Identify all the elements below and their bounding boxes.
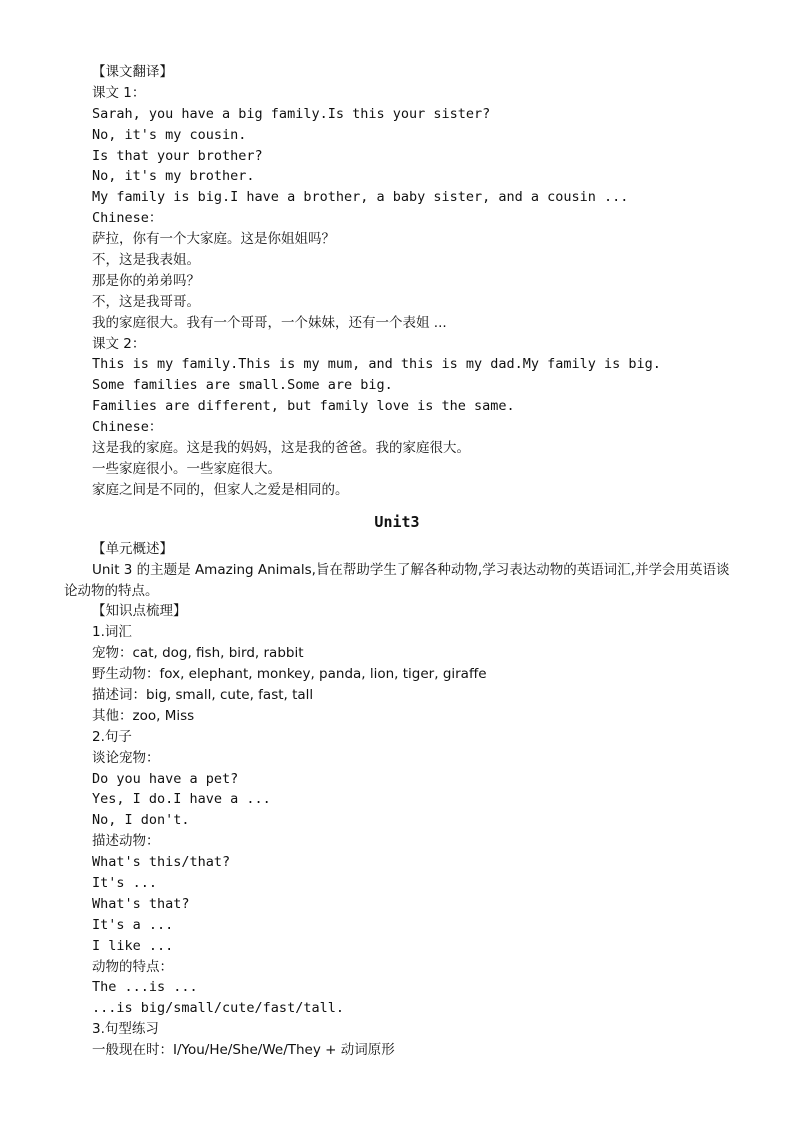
vocab-item: 描述词：big, small, cute, fast, tall bbox=[92, 686, 314, 703]
text1-chinese-line: 我的家庭很大。我有一个哥哥，一个妹妹，还有一个表姐 ... bbox=[92, 314, 447, 331]
unit-title: Unit3 bbox=[374, 512, 420, 531]
sentence-line: 动物的特点： bbox=[92, 958, 173, 975]
chinese-label: Chinese： bbox=[92, 210, 163, 227]
text1-line: No, it's my cousin. bbox=[92, 126, 247, 143]
vocab-heading: 1.词汇 bbox=[92, 624, 132, 641]
text1-label: 课文 1： bbox=[92, 84, 146, 101]
vocab-item: 野生动物：fox, elephant, monkey, panda, lion, tiger, giraffe bbox=[92, 666, 487, 683]
text1-line: No, it's my brother. bbox=[92, 168, 255, 185]
sentence-line: ...is big/small/cute/fast/tall. bbox=[92, 1000, 344, 1017]
sentence-line: 描述动物： bbox=[92, 833, 160, 850]
section-heading-translation: 【课文翻译】 bbox=[92, 64, 173, 80]
section-heading-knowledge: 【知识点梳理】 bbox=[92, 603, 187, 620]
text1-chinese-line: 萨拉，你有一个大家庭。这是你姐姐吗？ bbox=[92, 231, 335, 248]
sentence-line: What's that? bbox=[92, 895, 190, 912]
sentence-line: No, I don't. bbox=[92, 812, 190, 829]
text1-chinese-line: 不，这是我表姐。 bbox=[92, 252, 200, 269]
text2-chinese-line: 家庭之间是不同的，但家人之爱是相同的。 bbox=[92, 481, 349, 498]
sentence-line: It's a ... bbox=[92, 916, 174, 933]
sentence-line: I like ... bbox=[92, 937, 174, 954]
sentence-line: Yes, I do.I have a ... bbox=[92, 791, 271, 808]
practice-line: 一般现在时：I/You/He/She/We/They + 动词原形 bbox=[92, 1042, 395, 1059]
sentence-heading: 2.句子 bbox=[92, 728, 132, 745]
text2-line: Families are different, but family love is the same. bbox=[92, 398, 515, 415]
text1-chinese-line: 那是你的弟弟吗？ bbox=[92, 272, 200, 289]
sentence-line: What's this/that? bbox=[92, 854, 231, 871]
text2-line: Some families are small.Some are big. bbox=[92, 377, 393, 394]
sentence-line: Do you have a pet? bbox=[92, 770, 239, 787]
text2-line: This is my family.This is my mum, and this is my dad.My family is big. bbox=[92, 356, 661, 373]
section-heading-overview: 【单元概述】 bbox=[92, 540, 173, 557]
text2-chinese-line: 这是我的家庭。这是我的妈妈，这是我的爸爸。我的家庭很大。 bbox=[92, 440, 470, 457]
text1-line: Sarah, you have a big family.Is this your sister? bbox=[92, 105, 491, 122]
chinese-label: Chinese： bbox=[92, 419, 163, 436]
text1-line: My family is big.I have a brother, a baby sister, and a cousin ... bbox=[92, 189, 629, 206]
text2-label: 课文 2： bbox=[92, 335, 146, 352]
sentence-line: 谈论宠物： bbox=[92, 749, 160, 766]
text2-chinese-line: 一些家庭很小。一些家庭很大。 bbox=[92, 460, 281, 477]
practice-heading: 3.句型练习 bbox=[92, 1021, 159, 1038]
sentence-line: The ...is ... bbox=[92, 979, 198, 996]
vocab-item: 宠物：cat, dog, fish, bird, rabbit bbox=[92, 645, 304, 662]
overview-paragraph: Unit 3 的主题是 Amazing Animals,旨在帮助学生了解各种动物,学习表达动物的英语词汇,并学会用英语谈论动物的特点。 bbox=[64, 561, 730, 599]
sentence-line: It's ... bbox=[92, 874, 158, 891]
text1-chinese-line: 不，这是我哥哥。 bbox=[92, 293, 200, 310]
vocab-item: 其他：zoo, Miss bbox=[92, 707, 195, 724]
document-content bbox=[64, 62, 742, 1061]
text1-line: Is that your brother? bbox=[92, 147, 263, 164]
